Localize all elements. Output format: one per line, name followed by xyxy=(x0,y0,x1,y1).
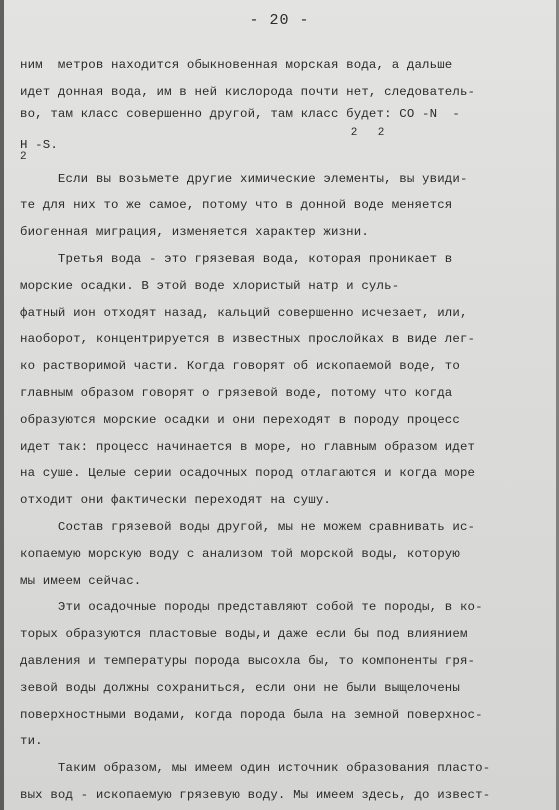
page-left-edge xyxy=(0,0,4,810)
page-number: - 20 - xyxy=(249,12,310,29)
text-line: торых образуются пластовые воды,и даже если бы под влиянием xyxy=(20,627,468,642)
text-line: мы имеем сейчас. xyxy=(20,573,142,588)
text-line: на суше. Целые серии осадочных пород отлагаются и когда море xyxy=(20,466,476,481)
text-line: ко растворимой части. Когда говорят об ископаемой воде, то xyxy=(20,359,460,374)
text-line: морские осадки. В этой воде хлористый натр и суль- xyxy=(20,278,400,293)
text-line: фатный ион отходят назад, кальций совершенно исчезает, или, xyxy=(20,305,468,320)
text-line: биогенная миграция, изменяется характер жизни. xyxy=(20,225,369,240)
text-line: главным образом говорят о грязевой воде, потому что когда xyxy=(20,385,453,400)
text-line: образуются морские осадки и они переходят в породу процесс xyxy=(20,412,460,427)
text-line: наоборот, концентрируется в известных прослойках в виде лег- xyxy=(20,332,476,347)
text-line: отходит они фактически переходят на сушу. xyxy=(20,493,332,508)
text-line: Эти осадочные породы представляют собой те породы, в ко- xyxy=(20,600,483,615)
text-line: те для них то же самое, потому что в донной воде меняется xyxy=(20,198,453,213)
text-line: ним метров находится обыкновенная морская вода, а дальше xyxy=(20,58,453,72)
text-line: ти. xyxy=(20,734,43,749)
text-line: во, там класс совершенно другой, там класс будет: СО -N - xyxy=(20,106,460,121)
text-line: Если вы возьмете другие химические элементы, вы увиди- xyxy=(20,171,468,186)
typewritten-text xyxy=(20,52,548,809)
text-line: Таким образом, мы имеем один источник образования пласто- xyxy=(20,761,491,776)
text-line: зевой воды должны сохраниться, если они не были выщелочены xyxy=(20,680,460,695)
text-line: Состав грязевой воды другой, мы не можем сравнивать ис- xyxy=(20,519,476,534)
text-line: идет донная вода, им в ней кислорода почти нет, следователь- xyxy=(20,84,476,99)
subscript-line: 2 2 xyxy=(20,126,385,139)
text-line: Н -S. xyxy=(20,137,58,152)
text-line: давления и температуры порода высохла бы, то компоненты гря- xyxy=(20,653,476,668)
subscript-line: 2 xyxy=(20,150,27,163)
text-line: идет так: процесс начинается в море, но главным образом идет xyxy=(20,439,476,454)
text-line: вых вод - ископаемую грязевую воду. Мы имеем здесь, до извест- xyxy=(20,787,491,802)
text-line: копаемую морскую воду с анализом той морской воды, которую xyxy=(20,546,460,561)
text-line: Третья вода - это грязевая вода, которая проникает в xyxy=(20,251,453,266)
text-line: поверхностными водами, когда порода была на земной поверхнос- xyxy=(20,707,483,722)
